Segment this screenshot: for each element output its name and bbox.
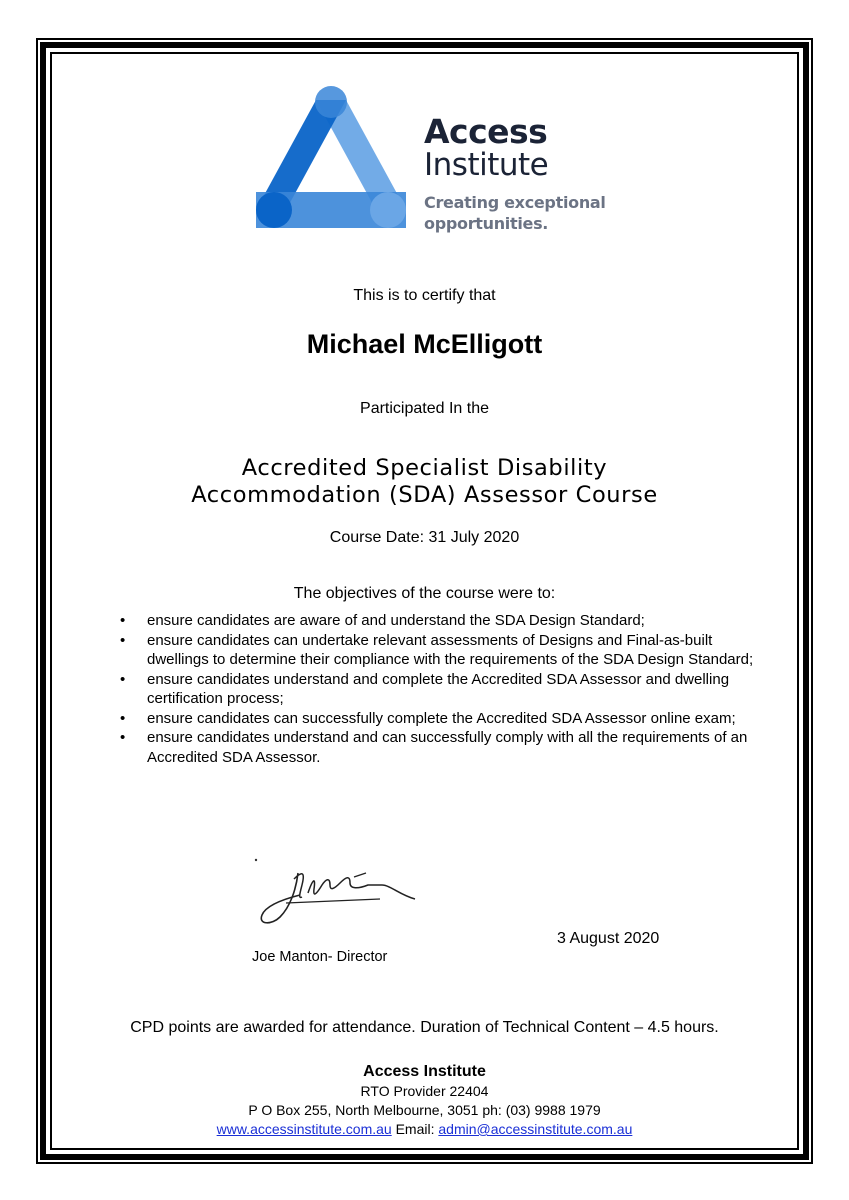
course-title-line2: Accommodation (SDA) Assessor Course (191, 482, 658, 508)
objectives-list (118, 611, 758, 767)
objective-item: • ensure candidates can successfully complete the Accredited SDA Assessor online exam; (118, 709, 758, 729)
course-title (0, 455, 849, 509)
logo-tagline-line1: Creating exceptional (424, 193, 606, 212)
email-label: Email: (395, 1121, 435, 1137)
access-institute-logo-icon (246, 80, 416, 236)
website-link[interactable]: www.accessinstitute.com.au (216, 1121, 392, 1137)
director-signature (250, 855, 430, 935)
footer-address: P O Box 255, North Melbourne, 3051 ph: (03) 9988 1979 (248, 1102, 601, 1118)
signature-date: 3 August 2020 (557, 930, 660, 947)
objective-item: • ensure candidates can undertake relevant assessments of Designs and Final-as-built dwellings to determine their compliance with the requirements of the SDA Design Standard; (118, 631, 758, 670)
certify-intro: This is to certify that (353, 287, 496, 304)
logo-tagline (424, 192, 606, 234)
logo-name-line2: Institute (424, 147, 549, 183)
recipient-name: Michael McElligott (306, 329, 543, 359)
course-date: Course Date: 31 July 2020 (329, 529, 520, 546)
email-link[interactable]: admin@accessinstitute.com.au (438, 1121, 633, 1137)
objective-item: • ensure candidates understand and can successfully comply with all the requirements of an Accredited SDA Assessor. (118, 728, 758, 767)
footer-rto: RTO Provider 22404 (360, 1083, 489, 1099)
participated-text: Participated In the (360, 400, 489, 417)
footer-contacts (0, 1121, 849, 1137)
logo-name-line1: Access (424, 112, 548, 151)
signer-name: Joe Manton- Director (252, 949, 388, 965)
objective-item: • ensure candidates understand and complete the Accredited SDA Assessor and dwelling certification process; (118, 670, 758, 709)
logo-tagline-line2: opportunities. (424, 214, 549, 233)
objective-item: • ensure candidates are aware of and understand the SDA Design Standard; (118, 611, 758, 631)
course-title-line1: Accredited Specialist Disability (241, 455, 608, 481)
logo-wordmark (424, 112, 606, 234)
objectives-heading: The objectives of the course were to: (293, 585, 556, 602)
footer-org-name: Access Institute (363, 1063, 486, 1080)
cpd-note: CPD points are awarded for attendance. Duration of Technical Content – 4.5 hours. (130, 1019, 719, 1036)
